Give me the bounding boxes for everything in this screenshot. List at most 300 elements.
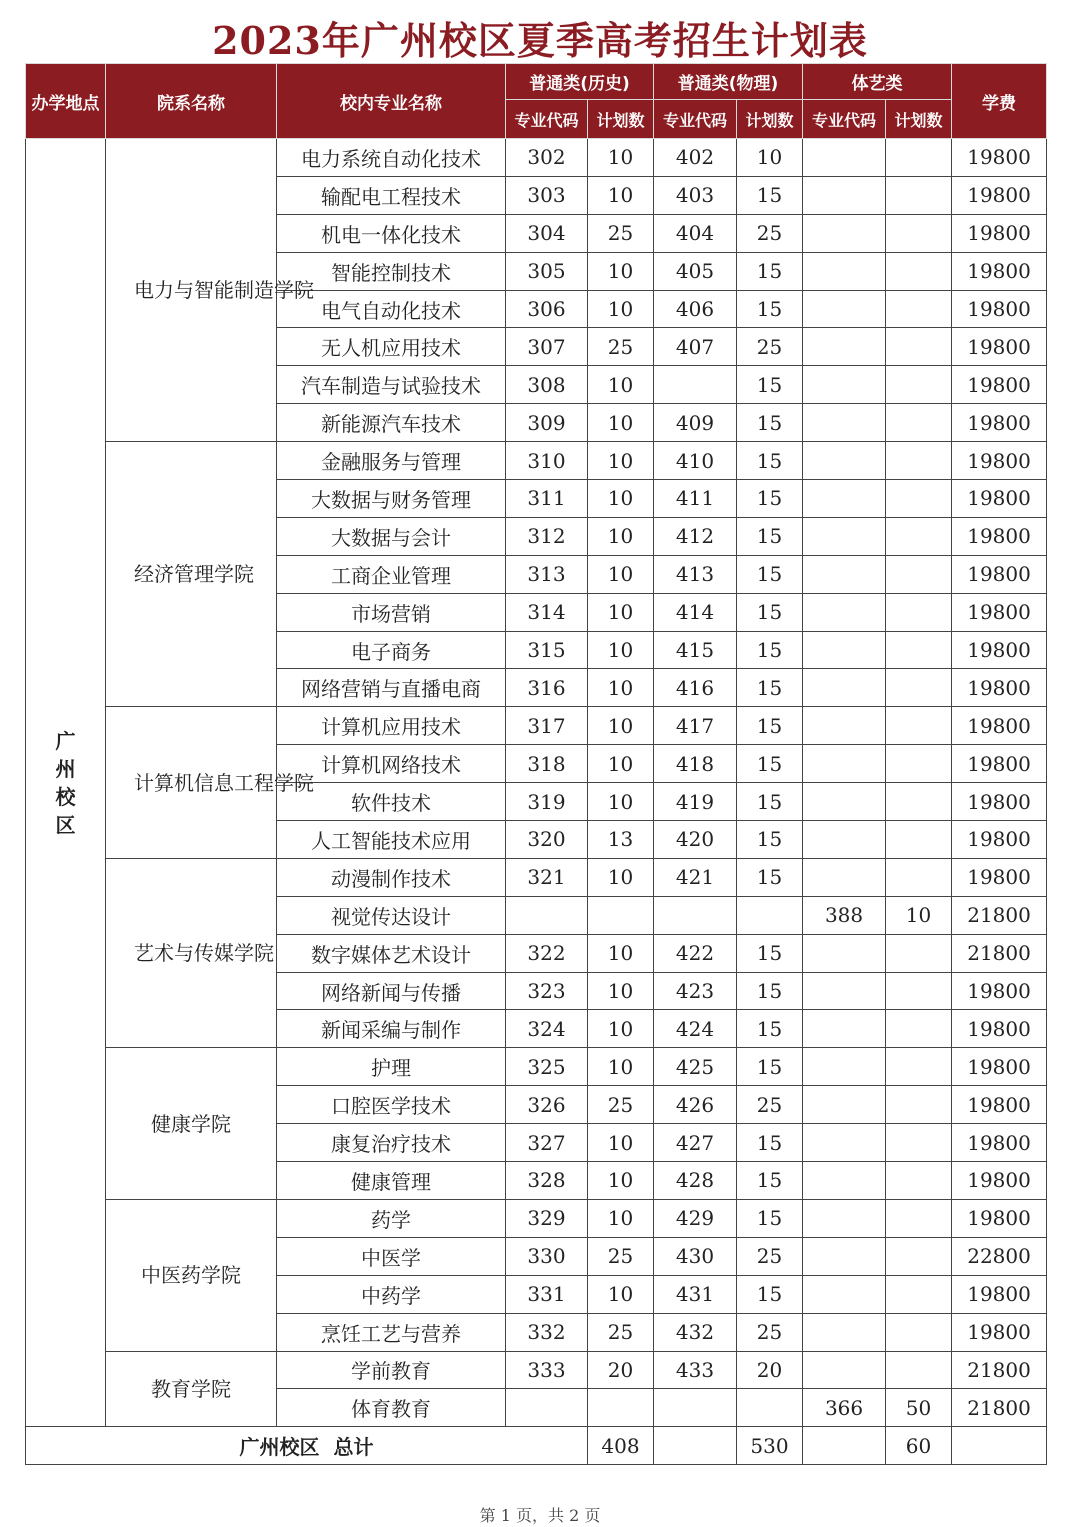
physics-code: 409 <box>654 404 737 442</box>
major-name: 计算机网络技术 <box>277 745 506 783</box>
arts-plan <box>886 858 952 896</box>
arts-plan <box>886 1124 952 1162</box>
fee: 19800 <box>952 366 1047 404</box>
fee: 19800 <box>952 480 1047 518</box>
physics-plan: 15 <box>737 972 803 1010</box>
physics-plan: 25 <box>737 328 803 366</box>
history-plan: 10 <box>588 934 654 972</box>
arts-plan <box>886 366 952 404</box>
arts-plan <box>886 1162 952 1200</box>
arts-plan <box>886 1237 952 1275</box>
physics-plan: 25 <box>737 1313 803 1351</box>
arts-plan <box>886 176 952 214</box>
physics-code: 423 <box>654 972 737 1010</box>
arts-plan <box>886 139 952 177</box>
history-code: 305 <box>506 252 588 290</box>
fee: 21800 <box>952 1351 1047 1389</box>
physics-code: 412 <box>654 517 737 555</box>
physics-plan: 15 <box>737 366 803 404</box>
physics-code: 415 <box>654 631 737 669</box>
physics-code <box>654 896 737 934</box>
history-plan: 10 <box>588 252 654 290</box>
arts-plan <box>886 1199 952 1237</box>
fee: 19800 <box>952 139 1047 177</box>
total-arts-plan: 60 <box>886 1427 952 1465</box>
major-name: 汽车制造与试验技术 <box>277 366 506 404</box>
history-plan: 10 <box>588 139 654 177</box>
arts-code <box>803 555 886 593</box>
major-name: 智能控制技术 <box>277 252 506 290</box>
history-code: 325 <box>506 1048 588 1086</box>
physics-plan: 15 <box>737 517 803 555</box>
arts-code <box>803 1010 886 1048</box>
history-code: 326 <box>506 1086 588 1124</box>
history-plan <box>588 896 654 934</box>
header-history-code: 专业代码 <box>506 100 588 139</box>
fee: 19800 <box>952 290 1047 328</box>
major-name: 视觉传达设计 <box>277 896 506 934</box>
arts-code <box>803 1351 886 1389</box>
physics-code: 407 <box>654 328 737 366</box>
fee: 19800 <box>952 1010 1047 1048</box>
physics-plan: 15 <box>737 783 803 821</box>
arts-code <box>803 404 886 442</box>
fee: 21800 <box>952 1389 1047 1427</box>
physics-code: 416 <box>654 669 737 707</box>
header-arts-plan: 计划数 <box>886 100 952 139</box>
physics-code: 405 <box>654 252 737 290</box>
physics-plan: 15 <box>737 821 803 859</box>
physics-plan: 25 <box>737 1237 803 1275</box>
history-code: 317 <box>506 707 588 745</box>
arts-plan <box>886 517 952 555</box>
fee: 19800 <box>952 1124 1047 1162</box>
history-code: 318 <box>506 745 588 783</box>
fee: 19800 <box>952 555 1047 593</box>
arts-code <box>803 1086 886 1124</box>
arts-code <box>803 366 886 404</box>
college-name: 经济管理学院 <box>106 442 277 707</box>
physics-plan: 15 <box>737 745 803 783</box>
history-code: 312 <box>506 517 588 555</box>
arts-code <box>803 1162 886 1200</box>
fee: 19800 <box>952 404 1047 442</box>
physics-code: 419 <box>654 783 737 821</box>
arts-code <box>803 290 886 328</box>
major-name: 网络营销与直播电商 <box>277 669 506 707</box>
fee: 19800 <box>952 858 1047 896</box>
physics-code: 411 <box>654 480 737 518</box>
history-code: 311 <box>506 480 588 518</box>
major-name: 输配电工程技术 <box>277 176 506 214</box>
major-name: 大数据与会计 <box>277 517 506 555</box>
major-name: 新能源汽车技术 <box>277 404 506 442</box>
page-footer: 第 1 页，共 2 页 <box>479 1506 601 1525</box>
history-code: 323 <box>506 972 588 1010</box>
physics-code: 421 <box>654 858 737 896</box>
total-physics-plan: 530 <box>737 1427 803 1465</box>
history-code: 329 <box>506 1199 588 1237</box>
arts-code <box>803 176 886 214</box>
history-code: 330 <box>506 1237 588 1275</box>
major-name: 烹饪工艺与营养 <box>277 1313 506 1351</box>
physics-code: 406 <box>654 290 737 328</box>
arts-plan <box>886 555 952 593</box>
history-code: 306 <box>506 290 588 328</box>
arts-code <box>803 593 886 631</box>
physics-plan: 15 <box>737 252 803 290</box>
arts-plan <box>886 290 952 328</box>
table-row <box>26 1351 1047 1389</box>
total-physics-code <box>654 1427 737 1465</box>
history-code: 322 <box>506 934 588 972</box>
arts-code <box>803 934 886 972</box>
campus-name: 广州校区 <box>55 728 76 837</box>
physics-code: 403 <box>654 176 737 214</box>
physics-plan: 15 <box>737 290 803 328</box>
physics-code: 410 <box>654 442 737 480</box>
fee: 19800 <box>952 972 1047 1010</box>
physics-plan: 20 <box>737 1351 803 1389</box>
table-row <box>26 707 1047 745</box>
physics-plan: 15 <box>737 442 803 480</box>
arts-code <box>803 745 886 783</box>
major-name: 动漫制作技术 <box>277 858 506 896</box>
fee: 19800 <box>952 1086 1047 1124</box>
header-history-plan: 计划数 <box>588 100 654 139</box>
history-plan: 10 <box>588 593 654 631</box>
arts-plan <box>886 442 952 480</box>
header-arts-code: 专业代码 <box>803 100 886 139</box>
header-history: 普通类(历史) <box>506 64 654 100</box>
major-name: 新闻采编与制作 <box>277 1010 506 1048</box>
fee: 19800 <box>952 1313 1047 1351</box>
arts-code <box>803 821 886 859</box>
major-name: 口腔医学技术 <box>277 1086 506 1124</box>
fee: 19800 <box>952 328 1047 366</box>
arts-plan <box>886 1010 952 1048</box>
fee: 19800 <box>952 1199 1047 1237</box>
history-plan: 25 <box>588 214 654 252</box>
physics-plan: 15 <box>737 669 803 707</box>
major-name: 软件技术 <box>277 783 506 821</box>
header-fee: 学费 <box>952 64 1047 139</box>
major-name: 市场营销 <box>277 593 506 631</box>
arts-code: 388 <box>803 896 886 934</box>
history-plan: 10 <box>588 366 654 404</box>
fee: 19800 <box>952 669 1047 707</box>
fee: 19800 <box>952 252 1047 290</box>
fee: 19800 <box>952 631 1047 669</box>
physics-code: 429 <box>654 1199 737 1237</box>
history-plan: 10 <box>588 176 654 214</box>
arts-code <box>803 1124 886 1162</box>
arts-code <box>803 328 886 366</box>
fee: 19800 <box>952 176 1047 214</box>
fee: 19800 <box>952 783 1047 821</box>
major-name: 电子商务 <box>277 631 506 669</box>
table-row <box>26 442 1047 480</box>
physics-code: 404 <box>654 214 737 252</box>
history-code: 333 <box>506 1351 588 1389</box>
history-code <box>506 1389 588 1427</box>
history-plan: 10 <box>588 480 654 518</box>
fee: 19800 <box>952 1275 1047 1313</box>
arts-plan <box>886 328 952 366</box>
physics-code: 431 <box>654 1275 737 1313</box>
table-row <box>26 858 1047 896</box>
arts-plan <box>886 1048 952 1086</box>
history-code: 308 <box>506 366 588 404</box>
physics-code <box>654 366 737 404</box>
arts-plan <box>886 1313 952 1351</box>
history-plan: 10 <box>588 631 654 669</box>
major-name: 金融服务与管理 <box>277 442 506 480</box>
fee: 21800 <box>952 896 1047 934</box>
major-name: 数字媒体艺术设计 <box>277 934 506 972</box>
campus-cell <box>26 139 106 1427</box>
history-plan: 10 <box>588 1010 654 1048</box>
arts-code <box>803 1237 886 1275</box>
major-name: 大数据与财务管理 <box>277 480 506 518</box>
physics-code: 426 <box>654 1086 737 1124</box>
arts-plan <box>886 593 952 631</box>
history-code: 314 <box>506 593 588 631</box>
history-plan: 20 <box>588 1351 654 1389</box>
history-code: 313 <box>506 555 588 593</box>
arts-plan <box>886 480 952 518</box>
physics-plan: 25 <box>737 214 803 252</box>
college-name: 教育学院 <box>106 1351 277 1427</box>
physics-plan: 25 <box>737 1086 803 1124</box>
history-code: 321 <box>506 858 588 896</box>
physics-code: 402 <box>654 139 737 177</box>
history-code: 332 <box>506 1313 588 1351</box>
history-code: 310 <box>506 442 588 480</box>
physics-code: 425 <box>654 1048 737 1086</box>
major-name: 中药学 <box>277 1275 506 1313</box>
total-row <box>26 1427 1047 1465</box>
history-plan: 10 <box>588 858 654 896</box>
major-name: 电气自动化技术 <box>277 290 506 328</box>
fee: 19800 <box>952 821 1047 859</box>
table-row <box>26 1199 1047 1237</box>
history-plan: 10 <box>588 669 654 707</box>
history-plan: 10 <box>588 404 654 442</box>
history-plan: 10 <box>588 972 654 1010</box>
arts-plan <box>886 252 952 290</box>
history-plan: 10 <box>588 1162 654 1200</box>
arts-plan <box>886 214 952 252</box>
arts-plan <box>886 1086 952 1124</box>
history-code: 316 <box>506 669 588 707</box>
arts-code <box>803 783 886 821</box>
physics-plan: 15 <box>737 176 803 214</box>
header-college: 院系名称 <box>106 64 277 139</box>
arts-plan: 50 <box>886 1389 952 1427</box>
history-code: 302 <box>506 139 588 177</box>
fee: 19800 <box>952 1048 1047 1086</box>
history-code: 319 <box>506 783 588 821</box>
major-name: 体育教育 <box>277 1389 506 1427</box>
physics-code: 424 <box>654 1010 737 1048</box>
total-history-plan: 408 <box>588 1427 654 1465</box>
arts-plan <box>886 783 952 821</box>
history-plan: 25 <box>588 1237 654 1275</box>
header-location: 办学地点 <box>26 64 106 139</box>
enrollment-plan-table <box>25 63 1047 1465</box>
table-row <box>26 139 1047 177</box>
history-plan: 10 <box>588 1275 654 1313</box>
history-plan: 10 <box>588 555 654 593</box>
major-name: 康复治疗技术 <box>277 1124 506 1162</box>
physics-code: 414 <box>654 593 737 631</box>
history-plan <box>588 1389 654 1427</box>
header-physics-plan: 计划数 <box>737 100 803 139</box>
history-code: 320 <box>506 821 588 859</box>
physics-code: 413 <box>654 555 737 593</box>
physics-plan: 15 <box>737 934 803 972</box>
history-plan: 25 <box>588 1086 654 1124</box>
physics-code: 428 <box>654 1162 737 1200</box>
major-name: 人工智能技术应用 <box>277 821 506 859</box>
history-code: 315 <box>506 631 588 669</box>
arts-code: 366 <box>803 1389 886 1427</box>
arts-code <box>803 858 886 896</box>
fee: 19800 <box>952 707 1047 745</box>
fee: 19800 <box>952 1162 1047 1200</box>
physics-code: 418 <box>654 745 737 783</box>
fee: 19800 <box>952 745 1047 783</box>
history-plan: 10 <box>588 1199 654 1237</box>
arts-plan <box>886 1275 952 1313</box>
arts-code <box>803 214 886 252</box>
fee: 19800 <box>952 593 1047 631</box>
physics-code <box>654 1389 737 1427</box>
history-plan: 10 <box>588 783 654 821</box>
fee: 19800 <box>952 517 1047 555</box>
total-arts-code <box>803 1427 886 1465</box>
physics-plan: 15 <box>737 1199 803 1237</box>
table-body <box>26 139 1047 1465</box>
major-name: 网络新闻与传播 <box>277 972 506 1010</box>
major-name: 无人机应用技术 <box>277 328 506 366</box>
arts-code <box>803 252 886 290</box>
physics-plan: 15 <box>737 631 803 669</box>
major-name: 电力系统自动化技术 <box>277 139 506 177</box>
history-plan: 10 <box>588 517 654 555</box>
physics-plan: 15 <box>737 555 803 593</box>
header-physics-code: 专业代码 <box>654 100 737 139</box>
arts-plan <box>886 404 952 442</box>
history-plan: 10 <box>588 290 654 328</box>
arts-plan <box>886 934 952 972</box>
major-name: 护理 <box>277 1048 506 1086</box>
arts-plan <box>886 745 952 783</box>
arts-code <box>803 517 886 555</box>
physics-code: 420 <box>654 821 737 859</box>
total-label: 广州校区 总计 <box>26 1427 588 1465</box>
fee: 19800 <box>952 442 1047 480</box>
major-name: 学前教育 <box>277 1351 506 1389</box>
physics-plan: 15 <box>737 1010 803 1048</box>
history-plan: 13 <box>588 821 654 859</box>
arts-code <box>803 480 886 518</box>
major-name: 计算机应用技术 <box>277 707 506 745</box>
physics-plan: 10 <box>737 139 803 177</box>
table-row <box>26 1048 1047 1086</box>
history-plan: 25 <box>588 328 654 366</box>
physics-plan: 15 <box>737 707 803 745</box>
history-plan: 10 <box>588 1124 654 1162</box>
arts-plan: 10 <box>886 896 952 934</box>
history-plan: 10 <box>588 442 654 480</box>
physics-plan: 15 <box>737 593 803 631</box>
physics-code: 432 <box>654 1313 737 1351</box>
arts-plan <box>886 821 952 859</box>
major-name: 健康管理 <box>277 1162 506 1200</box>
arts-plan <box>886 707 952 745</box>
header-physics: 普通类(物理) <box>654 64 803 100</box>
physics-plan: 15 <box>737 1162 803 1200</box>
physics-plan: 15 <box>737 404 803 442</box>
fee: 22800 <box>952 1237 1047 1275</box>
physics-plan: 15 <box>737 1275 803 1313</box>
major-name: 机电一体化技术 <box>277 214 506 252</box>
college-name: 中医药学院 <box>106 1199 277 1351</box>
arts-code <box>803 631 886 669</box>
arts-code <box>803 707 886 745</box>
history-code: 327 <box>506 1124 588 1162</box>
history-code: 309 <box>506 404 588 442</box>
college-name: 电力与智能制造学院 <box>106 139 277 442</box>
major-name: 中医学 <box>277 1237 506 1275</box>
history-plan: 25 <box>588 1313 654 1351</box>
arts-plan <box>886 669 952 707</box>
history-code: 304 <box>506 214 588 252</box>
history-code: 328 <box>506 1162 588 1200</box>
history-plan: 10 <box>588 707 654 745</box>
physics-code: 427 <box>654 1124 737 1162</box>
arts-code <box>803 1313 886 1351</box>
arts-code <box>803 139 886 177</box>
history-code: 324 <box>506 1010 588 1048</box>
arts-code <box>803 972 886 1010</box>
physics-code: 417 <box>654 707 737 745</box>
college-name: 计算机信息工程学院 <box>106 707 277 859</box>
physics-code: 430 <box>654 1237 737 1275</box>
header-arts-sports: 体艺类 <box>803 64 952 100</box>
physics-plan <box>737 1389 803 1427</box>
history-code <box>506 896 588 934</box>
major-name: 工商企业管理 <box>277 555 506 593</box>
major-name: 药学 <box>277 1199 506 1237</box>
physics-plan: 15 <box>737 858 803 896</box>
physics-code: 433 <box>654 1351 737 1389</box>
arts-plan <box>886 631 952 669</box>
history-code: 307 <box>506 328 588 366</box>
history-code: 331 <box>506 1275 588 1313</box>
fee: 21800 <box>952 934 1047 972</box>
college-name: 健康学院 <box>106 1048 277 1200</box>
header-major: 校内专业名称 <box>277 64 506 139</box>
arts-plan <box>886 972 952 1010</box>
arts-code <box>803 442 886 480</box>
college-name: 艺术与传媒学院 <box>106 858 277 1047</box>
total-fee <box>952 1427 1047 1465</box>
history-plan: 10 <box>588 745 654 783</box>
arts-code <box>803 1275 886 1313</box>
